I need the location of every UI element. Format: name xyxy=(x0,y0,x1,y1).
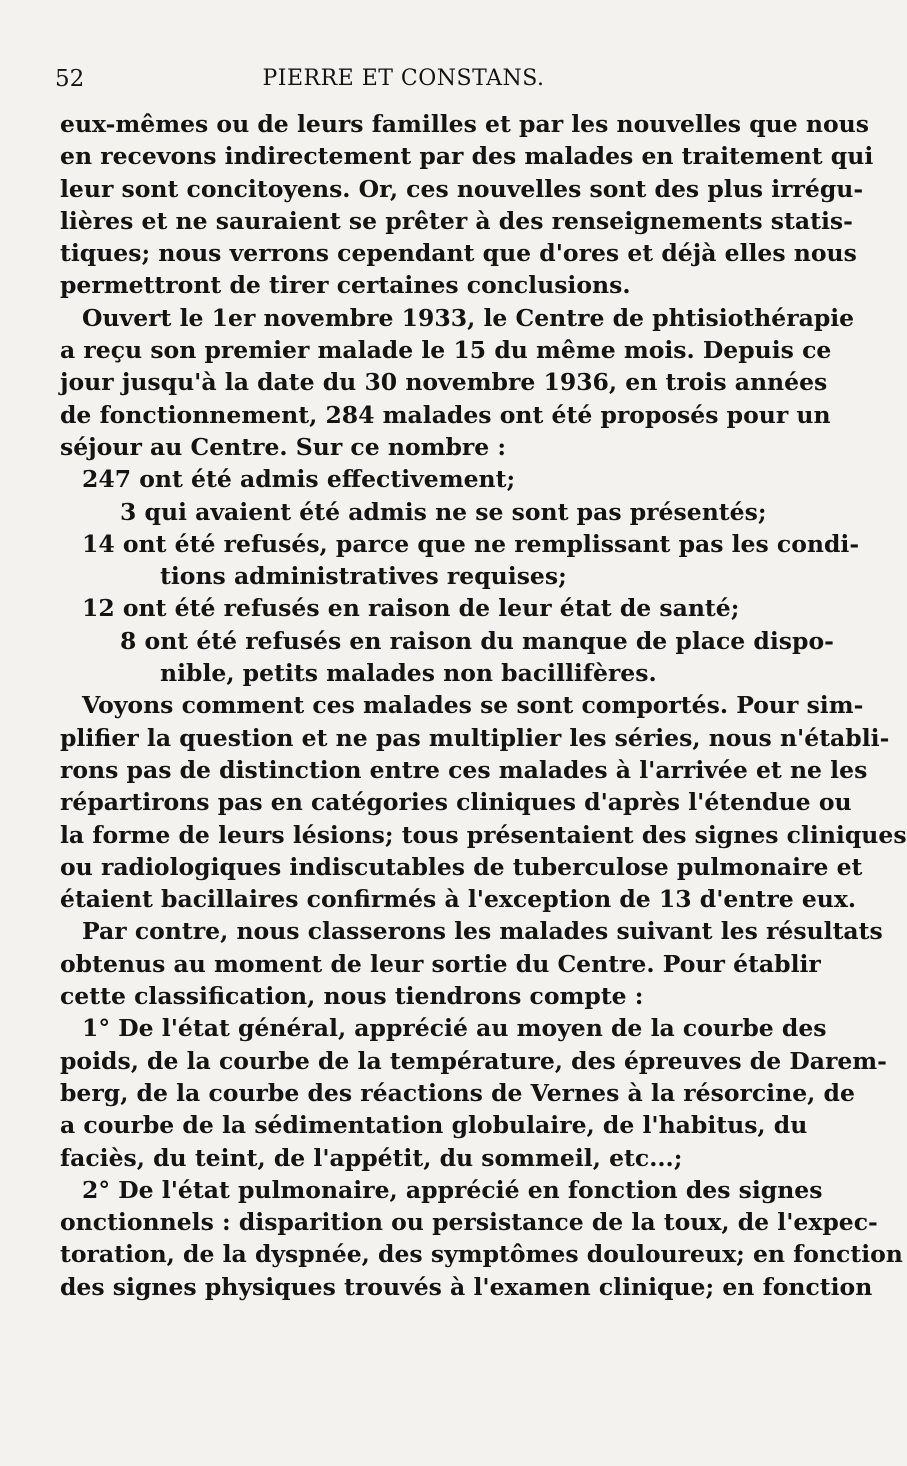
text-line: permettront de tirer certaines conclusions. xyxy=(60,271,631,300)
list-item-continuation: tions administratives requises; xyxy=(160,562,567,591)
paragraph-start: Par contre, nous classerons les malades suivant les résultats xyxy=(82,917,883,946)
page-number: 52 xyxy=(55,66,85,92)
text-line: a courbe de la sédimentation globulaire, de l'habitus, du xyxy=(60,1111,808,1140)
list-item: 1° De l'état général, apprécié au moyen de la courbe des xyxy=(82,1014,827,1043)
text-line: onctionnels : disparition ou persistance de la toux, de l'expec- xyxy=(60,1208,878,1237)
text-line: leur sont concitoyens. Or, ces nouvelles sont des plus irrégu- xyxy=(60,174,864,203)
list-item: 8 ont été refusés en raison du manque de place dispo- xyxy=(120,626,834,655)
text-line: poids, de la courbe de la température, des épreuves de Darem- xyxy=(60,1046,887,1075)
text-line: obtenus au moment de leur sortie du Centre. Pour établir xyxy=(60,949,821,978)
paragraph-start: Voyons comment ces malades se sont comportés. Pour sim- xyxy=(82,691,864,720)
text-line: tiques; nous verrons cependant que d'ores et déjà elles nous xyxy=(60,239,857,268)
text-line: berg, de la courbe des réactions de Vernes à la résorcine, de xyxy=(60,1078,855,1107)
list-item: 14 ont été refusés, parce que ne remplissant pas les condi- xyxy=(82,529,860,558)
text-line: eux-mêmes ou de leurs familles et par les nouvelles que nous xyxy=(60,110,869,138)
text-line: a reçu son premier malade le 15 du même mois. Depuis ce xyxy=(60,336,832,365)
text-line: rons pas de distinction entre ces malades à l'arrivée et ne les xyxy=(60,755,868,784)
text-line: répartirons pas en catégories cliniques d'après l'étendue ou xyxy=(60,788,852,817)
text-line: en recevons indirectement par des malades en traitement qui xyxy=(60,142,874,171)
text-line: toration, de la dyspnée, des symptômes douloureux; en fonction xyxy=(60,1240,903,1269)
body-text xyxy=(60,108,907,1303)
running-title: PIERRE ET CONSTANS. xyxy=(262,66,545,91)
text-line: faciès, du teint, de l'appétit, du sommeil, etc...; xyxy=(60,1143,683,1172)
text-line: des signes physiques trouvés à l'examen clinique; en fonction xyxy=(60,1272,873,1301)
text-line: de fonctionnement, 284 malades ont été proposés pour un xyxy=(60,400,831,429)
text-line: séjour au Centre. Sur ce nombre : xyxy=(60,432,507,461)
text-line: ou radiologiques indiscutables de tuberculose pulmonaire et xyxy=(60,852,863,881)
text-line: la forme de leurs lésions; tous présentaient des signes cliniques xyxy=(60,820,907,849)
list-item-continuation: nible, petits malades non bacillifères. xyxy=(160,659,657,688)
text-line: plifier la question et ne pas multiplier les séries, nous n'établi- xyxy=(60,723,890,752)
list-item: 12 ont été refusés en raison de leur état de santé; xyxy=(82,594,740,623)
list-item: 3 qui avaient été admis ne se sont pas présentés; xyxy=(120,497,767,526)
text-line: lières et ne sauraient se prêter à des renseignements statis- xyxy=(60,206,853,235)
text-line: jour jusqu'à la date du 30 novembre 1936, en trois années xyxy=(60,368,828,397)
text-line: cette classification, nous tiendrons compte : xyxy=(60,982,644,1011)
paragraph-start: Ouvert le 1er novembre 1933, le Centre de phtisiothérapie xyxy=(82,303,855,332)
page-header xyxy=(55,60,752,100)
list-item: 247 ont été admis effectivement; xyxy=(82,465,516,494)
text-line: étaient bacillaires confirmés à l'exception de 13 d'entre eux. xyxy=(60,885,857,914)
list-item: 2° De l'état pulmonaire, apprécié en fonction des signes xyxy=(82,1175,823,1204)
